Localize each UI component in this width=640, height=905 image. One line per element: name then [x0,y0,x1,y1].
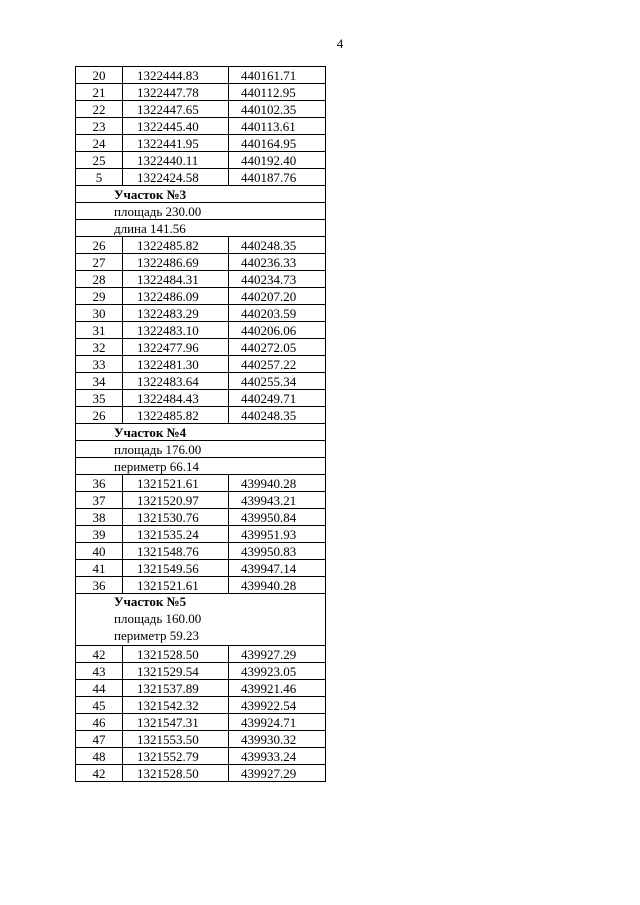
y-coordinate-cell: 440102.35 [229,101,326,118]
section-title: Участок №4 [76,424,326,441]
x-coordinate-cell: 1321542.32 [123,697,229,714]
table-row [76,135,326,152]
point-number-cell: 34 [76,373,123,390]
table-row [76,305,326,322]
point-number-cell: 26 [76,407,123,424]
point-number-cell: 26 [76,237,123,254]
section-length: длина 141.56 [76,220,326,237]
section-area-row [76,203,326,220]
section-length-row [76,220,326,237]
section-perimeter-row [76,458,326,475]
table-row [76,765,326,782]
x-coordinate-cell: 1322447.65 [123,101,229,118]
table-row [76,254,326,271]
y-coordinate-cell: 440113.61 [229,118,326,135]
x-coordinate-cell: 1322447.78 [123,84,229,101]
y-coordinate-cell: 439951.93 [229,526,326,543]
section-header-row [76,424,326,441]
section-area-row [76,441,326,458]
point-number-cell: 41 [76,560,123,577]
point-number-cell: 23 [76,118,123,135]
point-number-cell: 30 [76,305,123,322]
point-number-cell: 43 [76,663,123,680]
y-coordinate-cell: 440236.33 [229,254,326,271]
y-coordinate-cell: 440161.71 [229,67,326,84]
table-row [76,152,326,169]
x-coordinate-cell: 1322441.95 [123,135,229,152]
x-coordinate-cell: 1321537.89 [123,680,229,697]
table-section-5-rows [76,646,326,782]
y-coordinate-cell: 439950.84 [229,509,326,526]
y-coordinate-cell: 440249.71 [229,390,326,407]
section-perimeter: периметр 59.23 [114,628,200,643]
table-row [76,271,326,288]
point-number-cell: 33 [76,356,123,373]
section-info-block [76,594,326,646]
x-coordinate-cell: 1322444.83 [123,67,229,84]
y-coordinate-cell: 439927.29 [229,646,326,663]
y-coordinate-cell: 439940.28 [229,475,326,492]
table-row [76,748,326,765]
point-number-cell: 35 [76,390,123,407]
point-number-cell: 36 [76,577,123,594]
y-coordinate-cell: 439930.32 [229,731,326,748]
y-coordinate-cell: 440187.76 [229,169,326,186]
x-coordinate-cell: 1322424.58 [123,169,229,186]
y-coordinate-cell: 440234.73 [229,271,326,288]
y-coordinate-cell: 439927.29 [229,765,326,782]
point-number-cell: 32 [76,339,123,356]
point-number-cell: 21 [76,84,123,101]
y-coordinate-cell: 439924.71 [229,714,326,731]
x-coordinate-cell: 1322486.09 [123,288,229,305]
x-coordinate-cell: 1321520.97 [123,492,229,509]
section-area: площадь 160.00 [114,611,202,626]
point-number-cell: 24 [76,135,123,152]
point-number-cell: 42 [76,765,123,782]
table-section-4 [76,424,326,475]
x-coordinate-cell: 1321547.31 [123,714,229,731]
point-number-cell: 46 [76,714,123,731]
x-coordinate-cell: 1322485.82 [123,237,229,254]
x-coordinate-cell: 1322484.31 [123,271,229,288]
point-number-cell: 20 [76,67,123,84]
x-coordinate-cell: 1321530.76 [123,509,229,526]
section-title: Участок №5 [114,594,187,609]
point-number-cell: 39 [76,526,123,543]
x-coordinate-cell: 1322485.82 [123,407,229,424]
point-number-cell: 47 [76,731,123,748]
table-row [76,237,326,254]
section-perimeter: периметр 66.14 [76,458,326,475]
x-coordinate-cell: 1322483.29 [123,305,229,322]
y-coordinate-cell: 440192.40 [229,152,326,169]
x-coordinate-cell: 1322483.10 [123,322,229,339]
point-number-cell: 48 [76,748,123,765]
y-coordinate-cell: 440206.06 [229,322,326,339]
table-row [76,492,326,509]
section-header-row [76,186,326,203]
table-row [76,697,326,714]
y-coordinate-cell: 439921.46 [229,680,326,697]
x-coordinate-cell: 1321528.50 [123,646,229,663]
table-row [76,663,326,680]
point-number-cell: 38 [76,509,123,526]
y-coordinate-cell: 440255.34 [229,373,326,390]
table-row [76,373,326,390]
y-coordinate-cell: 440112.95 [229,84,326,101]
point-number-cell: 37 [76,492,123,509]
table-row [76,509,326,526]
y-coordinate-cell: 440248.35 [229,407,326,424]
table-row [76,390,326,407]
table-row [76,526,326,543]
x-coordinate-cell: 1321553.50 [123,731,229,748]
y-coordinate-cell: 439922.54 [229,697,326,714]
x-coordinate-cell: 1322486.69 [123,254,229,271]
table-row [76,475,326,492]
point-number-cell: 25 [76,152,123,169]
x-coordinate-cell: 1321549.56 [123,560,229,577]
table-row [76,680,326,697]
x-coordinate-cell: 1321521.61 [123,577,229,594]
table-row [76,101,326,118]
point-number-cell: 28 [76,271,123,288]
x-coordinate-cell: 1322477.96 [123,339,229,356]
point-number-cell: 27 [76,254,123,271]
point-number-cell: 44 [76,680,123,697]
x-coordinate-cell: 1321552.79 [123,748,229,765]
table-row [76,646,326,663]
table-section-5 [76,594,326,646]
y-coordinate-cell: 439943.21 [229,492,326,509]
y-coordinate-cell: 439947.14 [229,560,326,577]
y-coordinate-cell: 439950.83 [229,543,326,560]
table-row [76,322,326,339]
section-area: площадь 176.00 [76,441,326,458]
table-row [76,731,326,748]
x-coordinate-cell: 1322445.40 [123,118,229,135]
x-coordinate-cell: 1322481.30 [123,356,229,373]
y-coordinate-cell: 440207.20 [229,288,326,305]
table-row [76,288,326,305]
point-number-cell: 40 [76,543,123,560]
y-coordinate-cell: 440257.22 [229,356,326,373]
table-row [76,577,326,594]
table-section-first [76,67,326,186]
point-number-cell: 31 [76,322,123,339]
x-coordinate-cell: 1321548.76 [123,543,229,560]
table-section-3-rows [76,237,326,424]
point-number-cell: 22 [76,101,123,118]
y-coordinate-cell: 440248.35 [229,237,326,254]
coordinates-table [75,66,326,782]
table-row [76,560,326,577]
x-coordinate-cell: 1321529.54 [123,663,229,680]
table-row [76,543,326,560]
y-coordinate-cell: 440272.05 [229,339,326,356]
x-coordinate-cell: 1321535.24 [123,526,229,543]
point-number-cell: 36 [76,475,123,492]
section-info-row [76,594,326,646]
point-number-cell: 29 [76,288,123,305]
y-coordinate-cell: 439933.24 [229,748,326,765]
y-coordinate-cell: 440164.95 [229,135,326,152]
table-row [76,118,326,135]
y-coordinate-cell: 439940.28 [229,577,326,594]
x-coordinate-cell: 1322484.43 [123,390,229,407]
point-number-cell: 45 [76,697,123,714]
table-section-3 [76,186,326,237]
y-coordinate-cell: 440203.59 [229,305,326,322]
x-coordinate-cell: 1322440.11 [123,152,229,169]
section-area: площадь 230.00 [76,203,326,220]
point-number-cell: 5 [76,169,123,186]
table-row [76,169,326,186]
x-coordinate-cell: 1322483.64 [123,373,229,390]
page-number: 4 [336,36,344,51]
y-coordinate-cell: 439923.05 [229,663,326,680]
table-row [76,67,326,84]
table-row [76,84,326,101]
table-row [76,339,326,356]
x-coordinate-cell: 1321521.61 [123,475,229,492]
table-row [76,356,326,373]
table-row [76,714,326,731]
section-title: Участок №3 [76,186,326,203]
point-number-cell: 42 [76,646,123,663]
table-section-4-rows [76,475,326,594]
table-row [76,407,326,424]
x-coordinate-cell: 1321528.50 [123,765,229,782]
